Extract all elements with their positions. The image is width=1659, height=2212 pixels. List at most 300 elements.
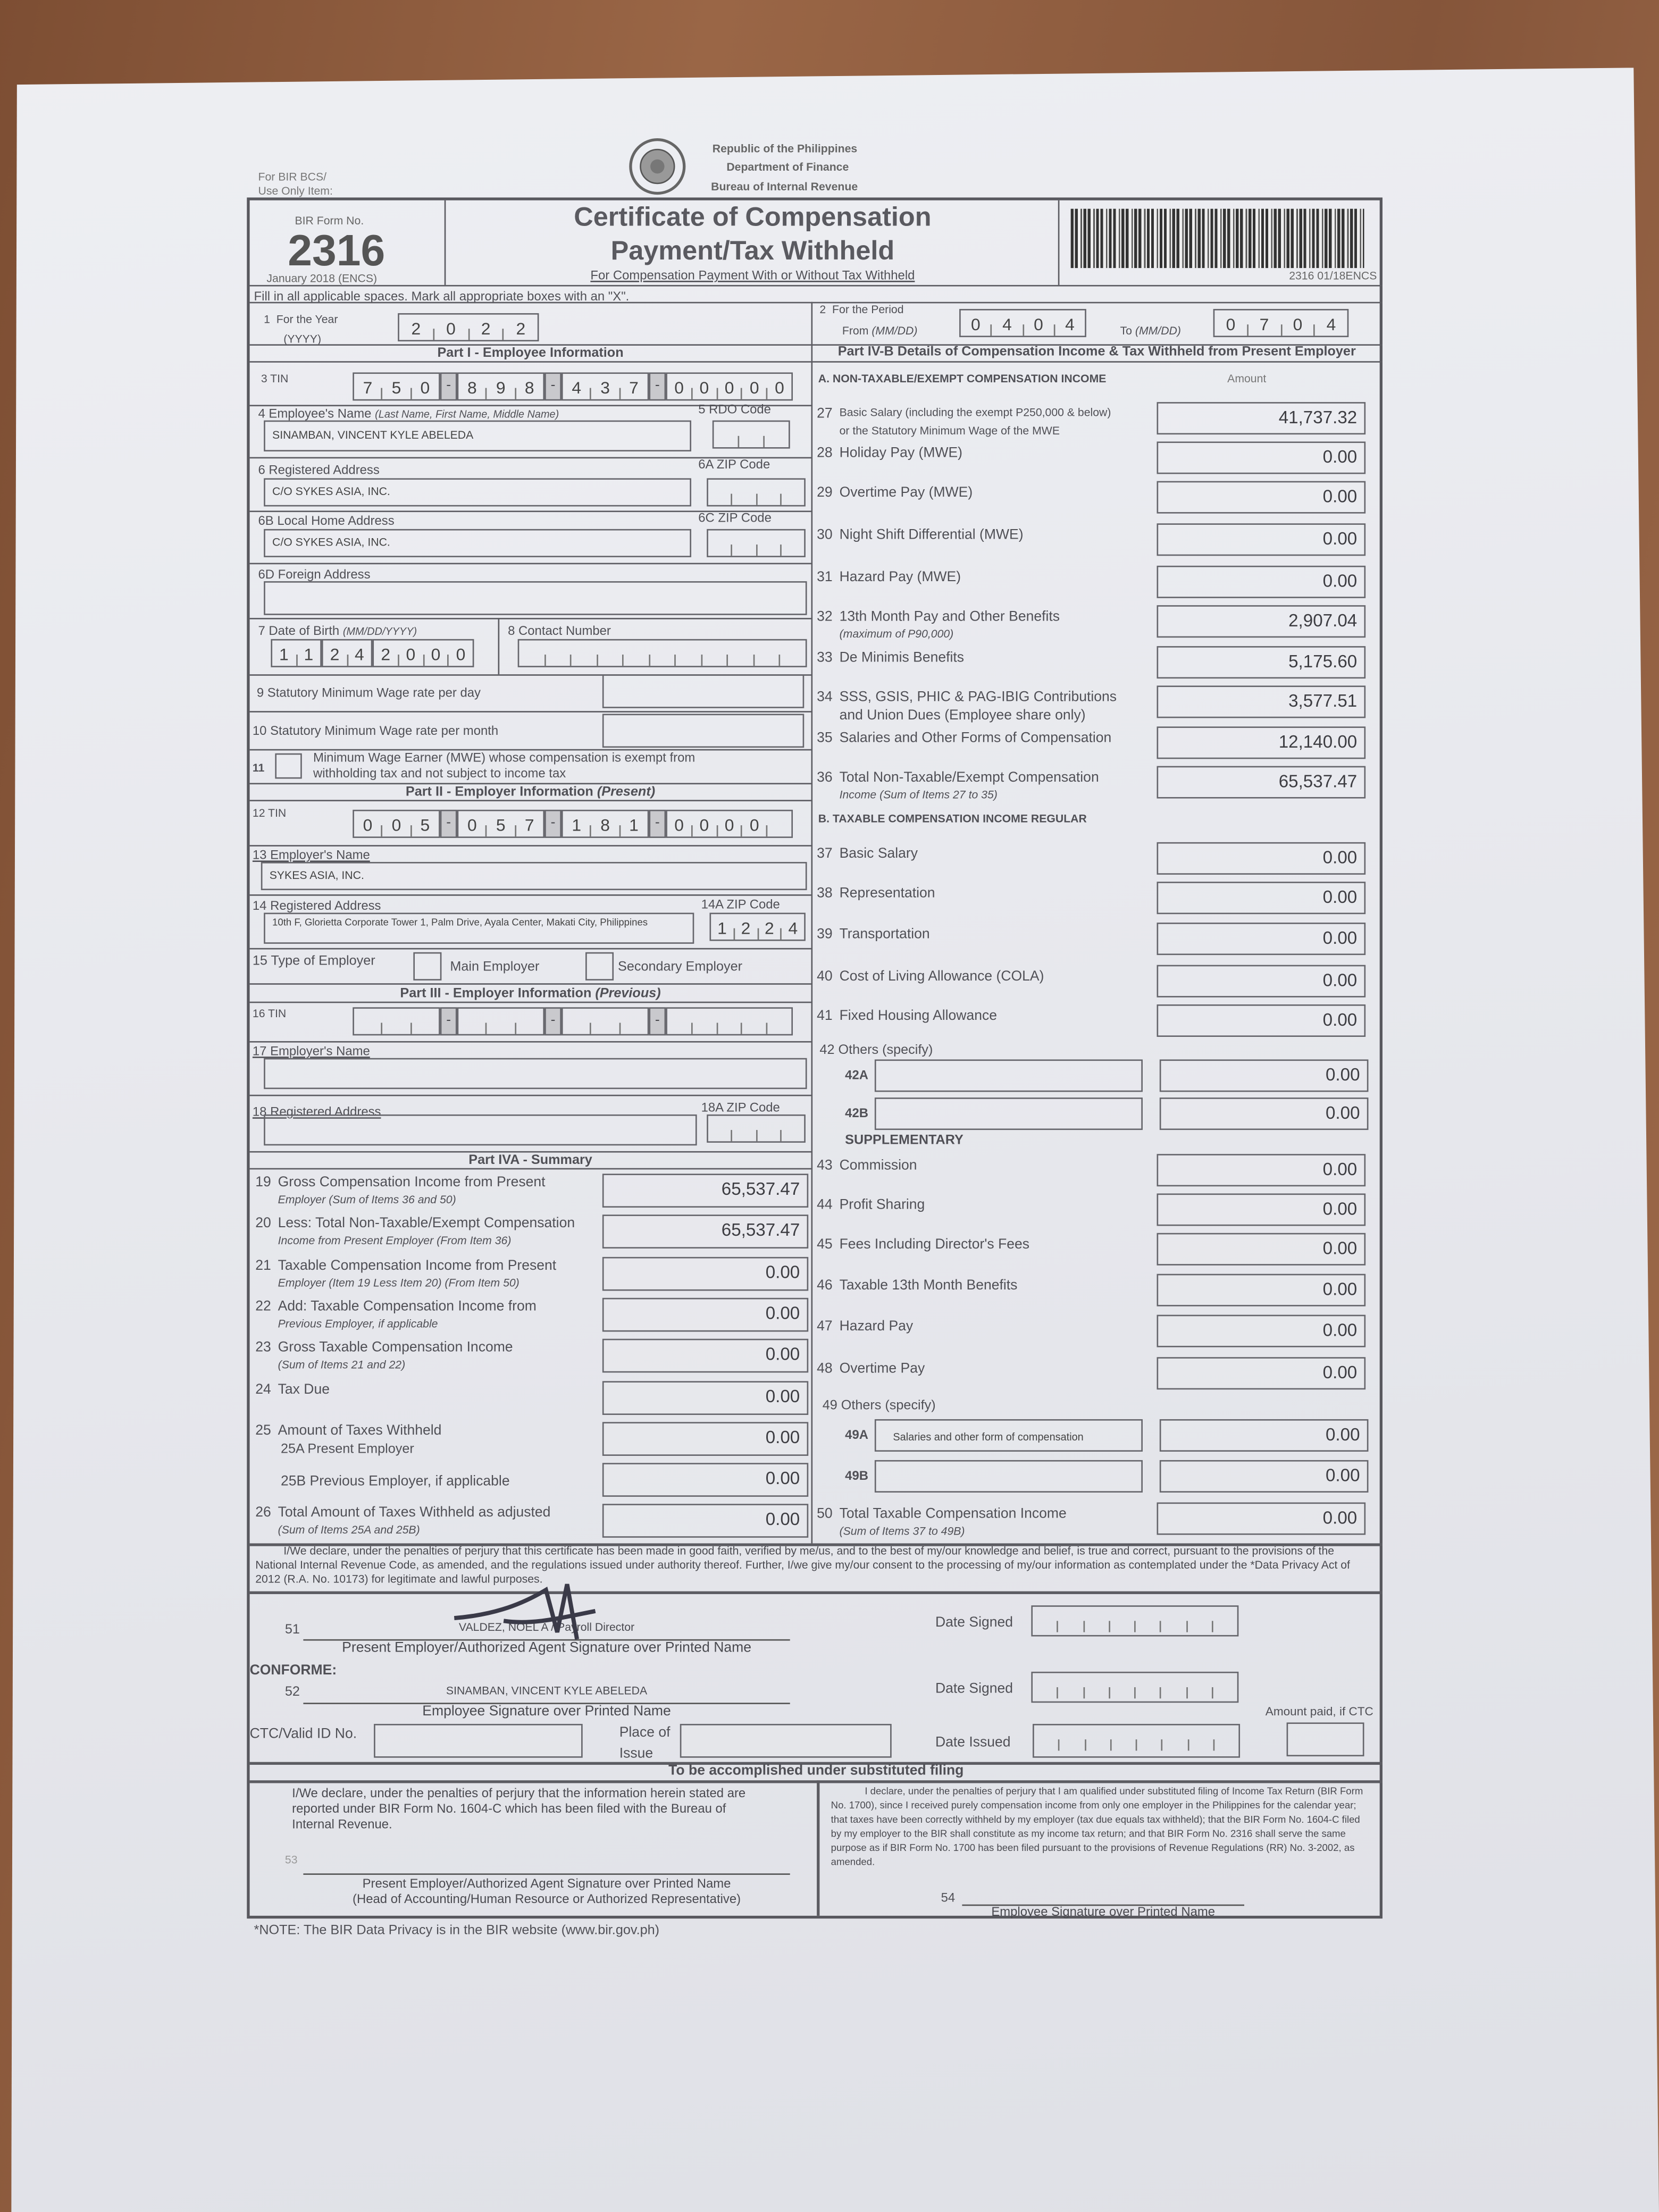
zip-14a-input[interactable] bbox=[709, 913, 805, 941]
digit-cell bbox=[781, 494, 804, 505]
previous-tin-input[interactable] bbox=[353, 1007, 801, 1035]
item-number: 30 bbox=[817, 527, 833, 543]
amount-field[interactable] bbox=[1157, 1503, 1366, 1535]
digit-cell bbox=[1110, 1621, 1135, 1632]
substituted-filing-title: To be accomplished under substituted filing bbox=[668, 1763, 964, 1779]
digit-cell bbox=[757, 544, 781, 556]
digit-cell: 2 bbox=[374, 655, 399, 666]
summary-amount-field[interactable] bbox=[602, 1214, 808, 1249]
summary-amount-field[interactable] bbox=[602, 1257, 808, 1291]
item-number: 41 bbox=[817, 1008, 833, 1025]
digit-cell bbox=[692, 1023, 717, 1034]
summary-row bbox=[255, 1378, 811, 1418]
amount-field[interactable] bbox=[1157, 566, 1366, 598]
zip-6a-input[interactable] bbox=[707, 478, 806, 506]
item-number: 46 bbox=[817, 1278, 833, 1294]
digit-cell: 0 bbox=[775, 378, 784, 398]
others-description-field[interactable] bbox=[875, 1059, 1143, 1092]
item-label: Hazard Pay (MWE) bbox=[839, 569, 961, 586]
nontaxable-row bbox=[817, 523, 1381, 560]
period-from-input[interactable] bbox=[959, 309, 1086, 337]
digit-cell bbox=[733, 1130, 757, 1141]
item-number: 44 bbox=[817, 1197, 833, 1213]
digit-cell bbox=[714, 436, 739, 447]
others-42-row bbox=[817, 1097, 1381, 1134]
item-number: 33 bbox=[817, 650, 833, 666]
zip-6c-label: 6C ZIP Code bbox=[698, 510, 772, 525]
digit-cell bbox=[708, 1130, 733, 1141]
digit-cell bbox=[572, 655, 598, 666]
digit-cell bbox=[1086, 1739, 1111, 1750]
employer-type-label: 15 Type of Employer bbox=[252, 953, 375, 969]
nontaxable-row bbox=[817, 566, 1381, 602]
employer-date-signed-label: Date Signed bbox=[935, 1615, 1013, 1631]
summary-amount-field[interactable] bbox=[602, 1422, 808, 1456]
digit-cell: 0 bbox=[692, 388, 717, 399]
summary-row bbox=[255, 1419, 811, 1459]
digit-cell: 4 bbox=[992, 324, 1024, 336]
nontaxable-row bbox=[817, 481, 1381, 518]
employer-address-field[interactable]: 10th F, Glorietta Corporate Tower 1, Palm Drive, Ayala Center, Makati City, Philippines bbox=[264, 913, 694, 944]
rdo-code-label: 5 RDO Code bbox=[698, 402, 771, 416]
substituted-employer-caption-2: (Head of Accounting/Human Resource or Authorized Representative) bbox=[353, 1891, 741, 1906]
amount-field[interactable] bbox=[1157, 523, 1366, 556]
summary-row bbox=[255, 1171, 811, 1210]
item-label: Basic Salary (including the exempt P250,000 & below) bbox=[839, 406, 1111, 419]
previous-employer-name-field[interactable] bbox=[264, 1058, 807, 1089]
summary-item-number: 20 bbox=[255, 1216, 271, 1232]
amount-field[interactable] bbox=[1157, 481, 1366, 514]
item-number: 29 bbox=[817, 485, 833, 501]
item-sublabel: and Union Dues (Employee share only) bbox=[839, 708, 1086, 724]
item-number: 40 bbox=[817, 969, 833, 985]
dob-segment[interactable] bbox=[372, 639, 474, 667]
bir-seal-icon bbox=[626, 136, 689, 198]
employer-name-field[interactable]: SYKES ASIA, INC. bbox=[261, 862, 807, 890]
digit-cell bbox=[676, 655, 702, 666]
digit-cell bbox=[1110, 1687, 1135, 1698]
amount-field[interactable] bbox=[1157, 605, 1366, 638]
digit-cell bbox=[1058, 1687, 1084, 1698]
item-label: 13th Month Pay and Other Benefits bbox=[839, 609, 1060, 625]
summary-item-label: Add: Taxable Compensation Income from bbox=[278, 1299, 537, 1315]
digit-cell bbox=[519, 655, 545, 666]
digit-cell: 8 bbox=[458, 388, 487, 399]
amount-field[interactable] bbox=[1157, 766, 1366, 799]
amount-field[interactable] bbox=[1157, 965, 1366, 998]
local-address-field[interactable]: C/O SYKES ASIA, INC. bbox=[264, 529, 691, 557]
item-number: 35 bbox=[817, 731, 833, 747]
digit-cell bbox=[1084, 1687, 1110, 1698]
others-42-label: 42 Others (specify) bbox=[819, 1042, 933, 1058]
previous-employer-name-label: 17 Employer's Name bbox=[252, 1044, 370, 1058]
amount-ctc-field[interactable] bbox=[1287, 1722, 1364, 1756]
item-number: 49A bbox=[845, 1427, 869, 1442]
amount-field[interactable] bbox=[1157, 1233, 1366, 1266]
substituted-employee-caption: Employee Signature over Printed Name bbox=[991, 1904, 1216, 1919]
tin-dash: - bbox=[649, 1007, 666, 1035]
dob-label: 7 Date of Birth (MM/DD/YYYY) bbox=[258, 623, 417, 638]
item-number: 31 bbox=[817, 569, 833, 586]
nontaxable-row bbox=[817, 726, 1381, 763]
period-to-input[interactable] bbox=[1213, 309, 1349, 337]
secondary-employer-checkbox[interactable] bbox=[585, 952, 614, 981]
digit-cell bbox=[768, 825, 792, 836]
digit-cell: 7 bbox=[354, 388, 383, 399]
contact-number-input[interactable] bbox=[518, 639, 807, 667]
employer-name-label: 13 Employer's Name bbox=[252, 848, 370, 862]
digit-cell bbox=[1213, 1621, 1237, 1632]
zip-6c-input[interactable] bbox=[707, 529, 806, 557]
mwe-checkbox[interactable] bbox=[275, 753, 301, 779]
digit-cell: 3 bbox=[592, 388, 621, 399]
bureau-label: Bureau of Internal Revenue bbox=[711, 180, 858, 194]
section-a-title: A. NON-TAXABLE/EXEMPT COMPENSATION INCOME bbox=[818, 372, 1107, 386]
date-issued-label: Date Issued bbox=[935, 1735, 1011, 1751]
employer-signature-caption: Present Employer/Authorized Agent Signature over Printed Name bbox=[342, 1640, 751, 1656]
digit-cell: 4 bbox=[1065, 314, 1075, 334]
employer-date-signed-input[interactable] bbox=[1031, 1605, 1238, 1636]
item-number: 27 bbox=[817, 406, 833, 422]
digit-cell: 0 bbox=[434, 329, 469, 340]
item-number: 42B bbox=[845, 1105, 869, 1120]
employer-signer-name: VALDEZ, NOEL A / Payroll Director bbox=[458, 1621, 635, 1634]
tin-segment[interactable] bbox=[666, 1007, 793, 1035]
dob-segment[interactable] bbox=[271, 639, 322, 667]
employee-tin-label: 3 TIN bbox=[261, 372, 289, 386]
item-label: Transportation bbox=[839, 927, 930, 943]
smw-month-label: 10 Statutory Minimum Wage rate per month bbox=[252, 724, 499, 738]
summary-amount-value: 0.00 bbox=[765, 1262, 800, 1283]
main-employer-label: Main Employer bbox=[450, 959, 540, 975]
summary-row bbox=[255, 1295, 811, 1335]
summary-item-label: Gross Taxable Compensation Income bbox=[278, 1340, 513, 1356]
item-number: 38 bbox=[817, 886, 833, 902]
privacy-note: *NOTE: The BIR Data Privacy is in the BIR website (www.bir.gov.ph) bbox=[254, 1923, 660, 1939]
nontaxable-row bbox=[817, 766, 1381, 803]
amount-field[interactable] bbox=[1157, 1357, 1366, 1389]
amount-field[interactable] bbox=[1160, 1059, 1369, 1092]
digit-cell: 1 bbox=[563, 825, 592, 836]
amount-field[interactable] bbox=[1157, 726, 1366, 759]
summary-item-label: Gross Compensation Income from Present bbox=[278, 1175, 546, 1191]
summary-item-sublabel: Income from Present Employer (From Item 36) bbox=[278, 1234, 512, 1247]
digit-cell: 0 bbox=[1024, 324, 1055, 336]
item-sublabel: or the Statutory Minimum Wage of the MWE bbox=[839, 424, 1060, 438]
summary-item-sublabel: Previous Employer, if applicable bbox=[278, 1317, 438, 1330]
amount-field[interactable] bbox=[1160, 1097, 1369, 1130]
digit-cell bbox=[624, 655, 650, 666]
digit-cell: 0 bbox=[458, 825, 487, 836]
zip-18a-input[interactable] bbox=[707, 1115, 806, 1143]
item-label: Representation bbox=[839, 886, 935, 902]
part4b-title: Part IV-B Details of Compensation Income & Tax Withheld from Present Employer bbox=[837, 344, 1356, 360]
amount-value: 0.00 bbox=[1325, 1425, 1360, 1445]
summary-item-number: 19 bbox=[255, 1175, 271, 1191]
summary-amount-field[interactable] bbox=[602, 1298, 808, 1332]
digit-cell bbox=[620, 1023, 647, 1034]
summary-item-number: 24 bbox=[255, 1382, 271, 1398]
amount-value: 0.00 bbox=[1325, 1465, 1360, 1486]
digit-cell bbox=[383, 1023, 412, 1034]
digit-cell bbox=[592, 1023, 621, 1034]
amount-field[interactable] bbox=[1157, 1274, 1366, 1306]
item-label: Fees Including Director's Fees bbox=[839, 1237, 1030, 1253]
amount-value: 0.00 bbox=[1322, 1159, 1358, 1179]
digit-cell bbox=[781, 544, 804, 556]
amount-value: 0.00 bbox=[1325, 1065, 1360, 1085]
form-title-line1: Certificate of Compensation bbox=[574, 203, 932, 233]
local-address-label: 6B Local Home Address bbox=[258, 513, 395, 528]
form-title-line2: Payment/Tax Withheld bbox=[610, 237, 895, 267]
amount-field[interactable] bbox=[1157, 441, 1366, 474]
summary-amount-field[interactable] bbox=[602, 1174, 808, 1208]
item-label: Overtime Pay bbox=[839, 1361, 925, 1377]
item-number: 48 bbox=[817, 1361, 833, 1377]
previous-address-field[interactable] bbox=[264, 1115, 697, 1145]
amount-field[interactable] bbox=[1160, 1460, 1369, 1493]
nontaxable-row bbox=[817, 605, 1381, 642]
tin-dash: - bbox=[440, 810, 457, 838]
total-taxable-row bbox=[817, 1503, 1381, 1539]
digit-cell: 0 bbox=[1214, 324, 1248, 336]
summary-amount-field[interactable] bbox=[602, 1339, 808, 1373]
item1-format: (YYYY) bbox=[283, 333, 322, 346]
summary-item-sublabel: Employer (Item 19 Less Item 20) (From Item 50) bbox=[278, 1277, 520, 1289]
summary-amount-field[interactable] bbox=[602, 1504, 808, 1538]
tin-dash: - bbox=[544, 372, 562, 400]
tin-segment[interactable] bbox=[457, 810, 544, 838]
part2-title: Part II - Employer Information (Present) bbox=[405, 784, 656, 800]
tin-segment[interactable] bbox=[666, 810, 793, 838]
item-label: Salaries and Other Forms of Compensation bbox=[839, 731, 1112, 747]
substituted-employer-signature-line[interactable] bbox=[303, 1873, 790, 1875]
employer-address-label: 14 Registered Address bbox=[252, 898, 381, 913]
others-description-field[interactable] bbox=[875, 1419, 1143, 1452]
amount-value: 0.00 bbox=[1322, 1320, 1358, 1340]
digit-cell bbox=[1136, 1621, 1161, 1632]
registered-address-field[interactable]: C/O SYKES ASIA, INC. bbox=[264, 478, 691, 506]
item-label: Total Taxable Compensation Income bbox=[839, 1506, 1067, 1522]
taxable-row bbox=[817, 965, 1381, 1002]
item-52-number: 52 bbox=[284, 1684, 300, 1700]
digit-cell bbox=[757, 494, 781, 505]
main-employer-checkbox[interactable] bbox=[413, 952, 441, 981]
digit-cell: 0 bbox=[743, 825, 768, 836]
digit-cell bbox=[516, 1023, 543, 1034]
digit-cell: 0 bbox=[961, 324, 992, 336]
others-description-field[interactable] bbox=[875, 1097, 1143, 1130]
amount-field[interactable] bbox=[1157, 1154, 1366, 1186]
amount-value: 65,537.47 bbox=[1278, 772, 1358, 792]
tin-segment[interactable] bbox=[666, 372, 793, 400]
digit-cell: 4 bbox=[1326, 314, 1336, 334]
digit-cell bbox=[1033, 1621, 1058, 1632]
amount-field[interactable] bbox=[1157, 882, 1366, 914]
summary-amount-field[interactable] bbox=[602, 1381, 808, 1415]
tin-dash: - bbox=[440, 372, 457, 400]
tin-segment[interactable] bbox=[457, 372, 544, 400]
digit-cell: 1 bbox=[304, 644, 314, 665]
item1-label: 1 For the Year bbox=[264, 313, 338, 326]
digit-cell bbox=[1058, 1621, 1084, 1632]
employee-name-field[interactable]: SINAMBAN, VINCENT KYLE ABELEDA bbox=[264, 421, 691, 451]
item-label: Cost of Living Allowance (COLA) bbox=[839, 969, 1044, 985]
summary-row bbox=[255, 1212, 811, 1251]
part1-title: Part I - Employee Information bbox=[437, 345, 624, 362]
digit-cell bbox=[354, 1023, 383, 1034]
amount-field[interactable] bbox=[1157, 1004, 1366, 1037]
digit-cell bbox=[708, 494, 733, 505]
digit-cell: 0 bbox=[717, 388, 742, 399]
tin-segment[interactable] bbox=[562, 810, 649, 838]
summary-item-number: 26 bbox=[255, 1505, 271, 1521]
smw-day-field[interactable] bbox=[602, 674, 804, 708]
employee-name-label: 4 Employee's Name (Last Name, First Name, Middle Name) bbox=[258, 406, 559, 421]
summary-item-label: 25B Previous Employer, if applicable bbox=[280, 1474, 510, 1490]
item-51-number: 51 bbox=[284, 1622, 300, 1638]
substituted-employer-caption-1: Present Employer/Authorized Agent Signature over Printed Name bbox=[362, 1876, 731, 1891]
digit-cell bbox=[781, 1130, 804, 1141]
digit-cell: 0 bbox=[717, 825, 742, 836]
amount-value: 0.00 bbox=[1322, 1199, 1358, 1219]
digit-cell bbox=[1188, 1739, 1214, 1750]
declaration-text: I/We declare, under the penalties of perjury that this certificate has been made in good faith, verified by me/us, and to the best of my/our knowledge and belief, is true and correct, pursuant to the provisions of the National Internal Revenue Code, as amended, and the regulations issued under authority thereof. Further, I/we give my/our consent to the processing of my/our information as contemplated under the *Data Privacy Act of 2012 (R.A. No. 10173) for legitimate and lawful purposes. bbox=[255, 1545, 1350, 1586]
foreign-address-field[interactable] bbox=[264, 581, 807, 615]
taxable-row bbox=[817, 882, 1381, 918]
others-description-field[interactable] bbox=[875, 1460, 1143, 1493]
amount-field[interactable] bbox=[1157, 1193, 1366, 1226]
digit-cell: 2 bbox=[399, 329, 434, 340]
item-label: Hazard Pay bbox=[839, 1319, 914, 1335]
digit-cell: 1 bbox=[629, 815, 639, 835]
form-no-label: BIR Form No. bbox=[295, 214, 364, 228]
digit-cell: 5 bbox=[383, 388, 412, 399]
tin-dash: - bbox=[544, 1007, 562, 1035]
digit-cell: 0 bbox=[1281, 324, 1315, 336]
item-label: Overtime Pay (MWE) bbox=[839, 485, 973, 501]
digit-cell: 2 bbox=[516, 319, 526, 339]
item-54-number: 54 bbox=[941, 1890, 956, 1905]
item-number: 36 bbox=[817, 770, 833, 786]
digit-cell: 0 bbox=[399, 655, 424, 666]
digit-cell bbox=[765, 436, 789, 447]
amount-value: 0.00 bbox=[1322, 1279, 1358, 1300]
amount-field[interactable] bbox=[1157, 1315, 1366, 1347]
barcode bbox=[1071, 209, 1364, 268]
date-issued-input[interactable] bbox=[1033, 1724, 1240, 1758]
digit-cell bbox=[733, 544, 757, 556]
amount-field[interactable] bbox=[1157, 842, 1366, 875]
republic-label: Republic of the Philippines bbox=[712, 142, 858, 155]
item-sublabel: (maximum of P90,000) bbox=[839, 627, 954, 641]
digit-cell: 0 bbox=[456, 644, 466, 665]
amount-field[interactable] bbox=[1157, 646, 1366, 678]
amount-field[interactable] bbox=[1157, 923, 1366, 955]
employee-tin-input[interactable] bbox=[353, 372, 801, 400]
digit-cell bbox=[743, 1023, 768, 1034]
employee-date-signed-input[interactable] bbox=[1031, 1672, 1238, 1703]
dob-input[interactable] bbox=[271, 639, 480, 667]
amount-field[interactable] bbox=[1157, 402, 1366, 434]
digit-cell: 8 bbox=[592, 825, 621, 836]
digit-cell bbox=[487, 1023, 516, 1034]
tin-dash: - bbox=[544, 810, 562, 838]
item-label: Fixed Housing Allowance bbox=[839, 1008, 998, 1025]
mwe-label-2: withholding tax and not subject to income tax bbox=[313, 766, 566, 781]
summary-amount-field[interactable] bbox=[602, 1463, 808, 1497]
bir-use-label-2: Use Only Item: bbox=[258, 185, 333, 198]
digit-cell bbox=[458, 1023, 487, 1034]
smw-month-field[interactable] bbox=[602, 714, 804, 748]
employer-tin-label: 12 TIN bbox=[252, 807, 287, 820]
others-49-row bbox=[817, 1460, 1381, 1497]
tin-segment[interactable] bbox=[562, 1007, 649, 1035]
amount-field[interactable] bbox=[1157, 685, 1366, 718]
amount-value: 41,737.32 bbox=[1278, 407, 1358, 428]
digit-cell bbox=[650, 655, 676, 666]
mwe-label-1: Minimum Wage Earner (MWE) whose compensation is exempt from bbox=[313, 750, 696, 765]
supplementary-row bbox=[817, 1233, 1381, 1270]
form-date: January 2018 (ENCS) bbox=[266, 272, 378, 285]
tin-segment[interactable] bbox=[353, 810, 440, 838]
place-issue-field[interactable] bbox=[680, 1724, 892, 1758]
tin-dash: - bbox=[649, 372, 666, 400]
part4a-title: Part IVA - Summary bbox=[468, 1152, 592, 1168]
item-label: De Minimis Benefits bbox=[839, 650, 964, 666]
item-label: Basic Salary bbox=[839, 846, 918, 862]
digit-cell bbox=[768, 1023, 792, 1034]
summary-item-number: 25 bbox=[255, 1423, 271, 1439]
amount-field[interactable] bbox=[1160, 1419, 1369, 1452]
tin-segment[interactable] bbox=[562, 372, 649, 400]
supplementary-title: SUPPLEMENTARY bbox=[845, 1133, 963, 1149]
amount-value: 0.00 bbox=[1322, 970, 1358, 991]
digit-cell: 0 bbox=[667, 825, 692, 836]
registered-address-label: 6 Registered Address bbox=[258, 463, 380, 477]
item-53-number: 53 bbox=[284, 1854, 298, 1866]
item-sublabel: (Sum of Items 37 to 49B) bbox=[839, 1524, 965, 1538]
period-to-label: To (MM/DD) bbox=[1120, 324, 1181, 338]
year-input[interactable] bbox=[398, 313, 539, 341]
summary-item-label: Amount of Taxes Withheld bbox=[278, 1423, 442, 1439]
employer-tin-input[interactable] bbox=[353, 810, 801, 838]
amount-value: 0.00 bbox=[1322, 529, 1358, 549]
summary-amount-value: 65,537.47 bbox=[721, 1220, 800, 1241]
digit-cell: 0 bbox=[354, 825, 383, 836]
rdo-code-input[interactable] bbox=[713, 421, 790, 449]
place-issue-label-2: Issue bbox=[619, 1746, 653, 1762]
digit-cell: 4 bbox=[354, 644, 364, 665]
item-label: Commission bbox=[839, 1158, 917, 1174]
amount-value: 5,175.60 bbox=[1288, 651, 1358, 672]
digit-cell: 0 bbox=[420, 378, 430, 398]
others-42-row bbox=[817, 1059, 1381, 1096]
digit-cell: 7 bbox=[1248, 324, 1281, 336]
tin-segment[interactable] bbox=[353, 372, 440, 400]
others-description: Salaries and other form of compensation bbox=[893, 1430, 1084, 1444]
tin-segment[interactable] bbox=[353, 1007, 440, 1035]
supplementary-row bbox=[817, 1357, 1381, 1394]
supplementary-row bbox=[817, 1154, 1381, 1191]
employer-signature bbox=[447, 1576, 602, 1646]
amount-value: 0.00 bbox=[1322, 848, 1358, 868]
tin-segment[interactable] bbox=[457, 1007, 544, 1035]
ctc-id-field[interactable] bbox=[374, 1724, 583, 1758]
digit-cell bbox=[1033, 1687, 1058, 1698]
item-label: Total Non-Taxable/Exempt Compensation bbox=[839, 770, 1099, 786]
dob-segment[interactable] bbox=[322, 639, 373, 667]
